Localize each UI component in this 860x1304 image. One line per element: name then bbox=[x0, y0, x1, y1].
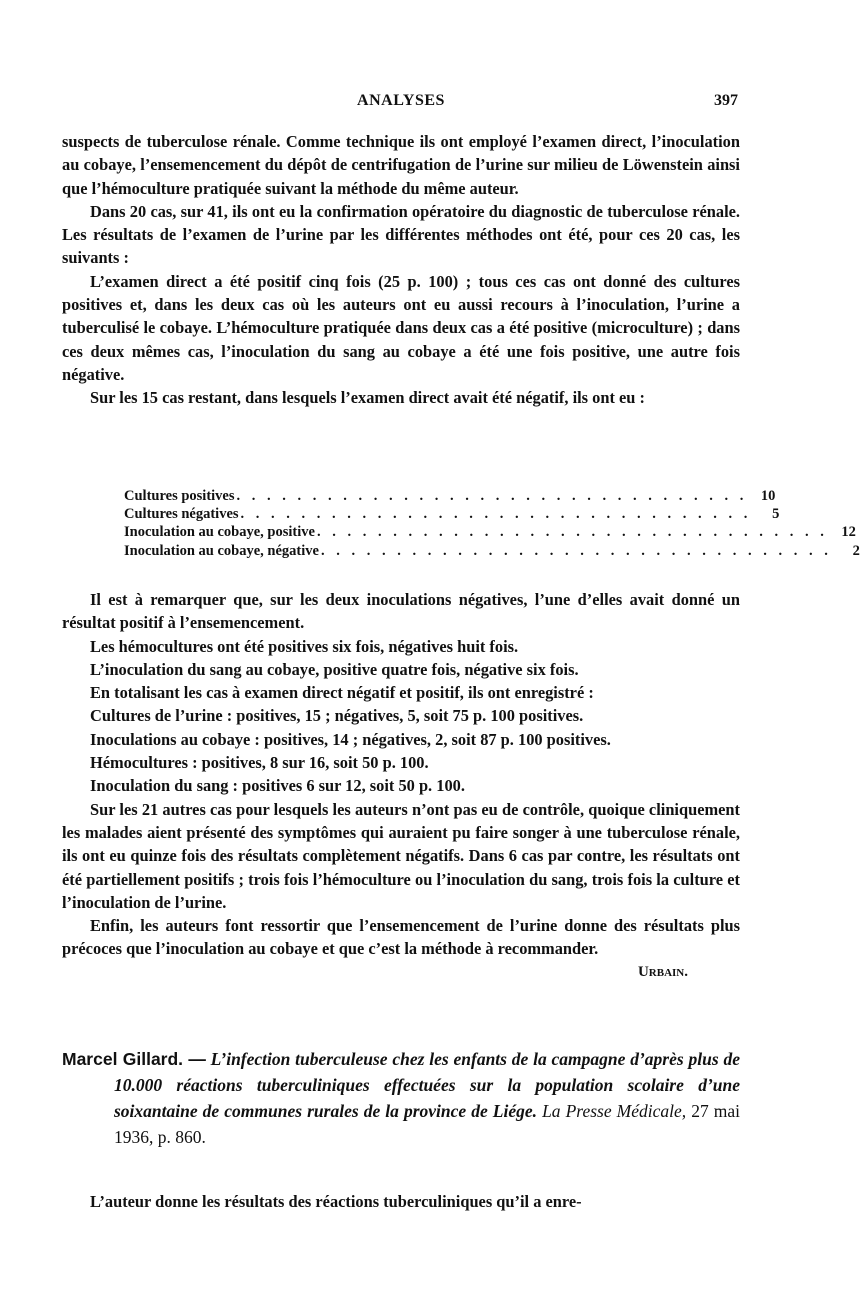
results-table bbox=[124, 487, 860, 560]
paragraph: Inoculation du sang : positives 6 sur 12, soit 50 p. 100. bbox=[90, 776, 465, 796]
row-label: Inoculation au cobaye, négative bbox=[124, 542, 319, 559]
paragraph: L’examen direct a été positif cinq fois (25 p. 100) ; tous ces cas ont donné des cultures positives et, dans les deux cas où les auteurs ont eu aussi recours à l’inoculation, l’urine a tuberculisé le cobaye. L’hémoculture pratiquée dans deux cas a été positive (microculture) ; dans ces deux mêmes cas, l’inoculation du sang au cobaye a été une fois positive, une autre fois négative. bbox=[62, 271, 740, 384]
closing-paragraph: L’auteur donne les résultats des réactions tuberculiniques qu’il a enre- bbox=[90, 1192, 582, 1211]
reference-author: Marcel Gillard. — bbox=[62, 1049, 206, 1069]
table-row bbox=[124, 487, 776, 505]
paragraph: En totalisant les cas à examen direct négatif et positif, ils ont enregistré : bbox=[90, 683, 594, 703]
running-title: ANALYSES bbox=[357, 92, 445, 109]
row-label: Inoculation au cobaye, positive bbox=[124, 524, 315, 541]
page-header bbox=[62, 92, 740, 112]
paragraph: L’inoculation du sang au cobaye, positive quatre fois, négative six fois. bbox=[90, 659, 579, 679]
page-number: 397 bbox=[714, 92, 738, 109]
signature-line bbox=[62, 961, 740, 984]
paragraph: Sur les 21 autres cas pour lesquels les auteurs n’ont pas eu de contrôle, quoique cliniquement les malades aient présenté des symptômes qui auraient pu faire songer à une tuberculose rénale, ils ont eu quinze fois des résultats complètement négatifs. Dans 6 cas par contre, les résultats ont été partiellement positifs ; trois fois l’hémoculture ou l’inoculation du sang, trois fois la culture et l’inoculation de l’urine. bbox=[62, 799, 740, 912]
table-row bbox=[124, 523, 856, 541]
paragraph: Dans 20 cas, sur 41, ils ont eu la confirmation opératoire du diagnostic de tuberculose rénale. Les résultats de l’examen de l’urine par les différentes méthodes ont été, pour ces 20 cas, les suivants : bbox=[62, 201, 740, 268]
main-text-top bbox=[62, 130, 740, 410]
paragraph: Sur les 15 cas restant, dans lesquels l’examen direct avait été négatif, ils ont eu : bbox=[90, 388, 645, 408]
bibliographic-reference bbox=[62, 1046, 740, 1150]
paragraph: Enfin, les auteurs font ressortir que l’ensemencement de l’urine donne des résultats plus précoces que l’inoculation au cobaye et que c’est la méthode à recommander. bbox=[62, 916, 740, 959]
leader-dots: . . . . . . . . . . . . . . . . . . . . . . . . . . . . . . . . . . bbox=[240, 506, 752, 523]
paragraph: Inoculations au cobaye : positives, 14 ; négatives, 2, soit 87 p. 100 positives. bbox=[90, 729, 611, 749]
row-value: 10 bbox=[760, 488, 776, 504]
row-label: Cultures négatives bbox=[124, 506, 239, 523]
paragraph: Les hémocultures ont été positives six fois, négatives huit fois. bbox=[90, 636, 519, 656]
leader-dots: . . . . . . . . . . . . . . . . . . . . . . . . . . . . . . . . . . bbox=[320, 542, 832, 559]
paragraph-continuation: suspects de tuberculose rénale. Comme technique ils ont employé l’examen direct, l’inoculation au cobaye, l’ensemencement du dépôt de centrifugation de l’urine sur milieu de Löwenstein ainsi que l’hémoculture pratiquée suivant la méthode du même auteur. bbox=[62, 132, 740, 198]
paragraph: Il est à remarquer que, sur les deux inoculations négatives, l’une d’elles avait donné un résultat positif à l’ensemencement. bbox=[62, 590, 740, 633]
paragraph: Cultures de l’urine : positives, 15 ; négatives, 5, soit 75 p. 100 positives. bbox=[90, 706, 584, 726]
table-row bbox=[124, 505, 780, 523]
reference-entry bbox=[62, 1046, 740, 1150]
leader-dots: . . . . . . . . . . . . . . . . . . . . . . . . . . . . . . . . . . bbox=[236, 488, 748, 504]
main-text-bottom bbox=[62, 588, 740, 984]
reference-title: L’infection tuberculeuse chez les enfants de la campagne d’après plus de 10.000 réactions tuberculiniques effectuées sur la population scolaire d’une soixantaine de communes rurales de la province de Liége. bbox=[114, 1049, 740, 1121]
row-value: 12 bbox=[841, 524, 856, 541]
reference-date: 27 mai 1936, p. 860. bbox=[114, 1101, 741, 1147]
paragraph: Hémocultures : positives, 8 sur 16, soit 50 p. 100. bbox=[90, 753, 429, 773]
table-row bbox=[124, 542, 860, 560]
row-value: 5 bbox=[772, 506, 780, 523]
row-value: 2 bbox=[852, 542, 860, 559]
leader-dots: . . . . . . . . . . . . . . . . . . . . . . . . . . . . . . . . . . bbox=[316, 524, 828, 541]
reference-journal: La Presse Médicale, bbox=[542, 1101, 687, 1121]
reviewer-signature: Urbain. bbox=[637, 963, 688, 980]
row-label: Cultures positives bbox=[124, 488, 235, 504]
